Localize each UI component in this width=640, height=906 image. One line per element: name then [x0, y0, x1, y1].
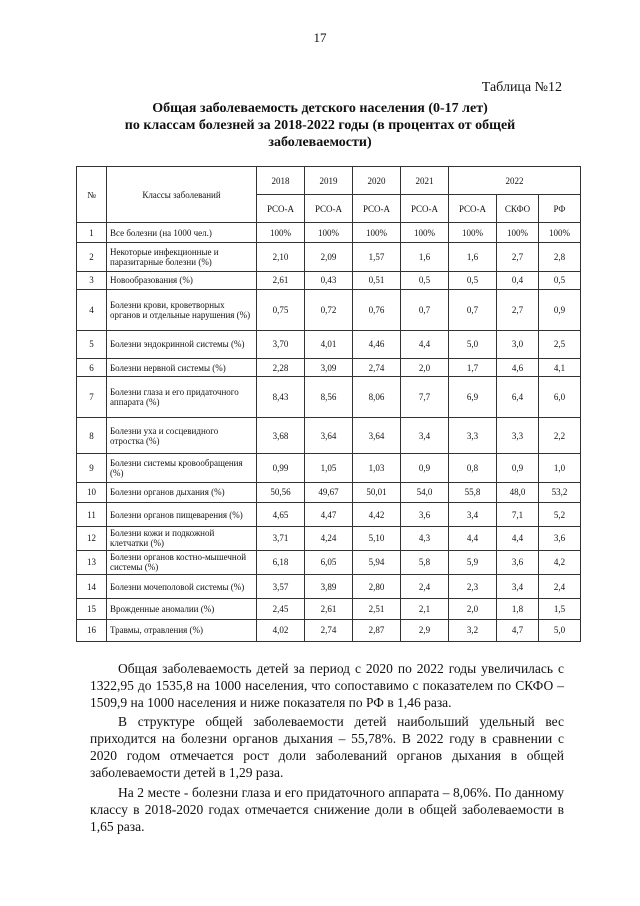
- value-cell: 49,67: [305, 482, 353, 502]
- disease-class: Болезни уха и сосцевидного отростка (%): [107, 417, 257, 454]
- value-cell: 0,5: [449, 271, 497, 289]
- value-cell: 0,7: [401, 289, 449, 330]
- value-cell: 4,6: [497, 358, 539, 376]
- value-cell: 4,4: [497, 527, 539, 550]
- row-number: 11: [77, 502, 107, 526]
- table-title: [90, 100, 550, 151]
- value-cell: 100%: [497, 223, 539, 243]
- disease-class: Болезни нервной системы (%): [107, 358, 257, 376]
- value-cell: 4,4: [449, 527, 497, 550]
- disease-class: Болезни органов пищеварения (%): [107, 502, 257, 526]
- row-number: 1: [77, 223, 107, 243]
- value-cell: 4,3: [401, 527, 449, 550]
- value-cell: 2,87: [353, 619, 401, 641]
- value-cell: 5,0: [449, 330, 497, 358]
- header-region: РСО-А: [353, 195, 401, 223]
- disease-class: Болезни органов дыхания (%): [107, 482, 257, 502]
- value-cell: 0,4: [497, 271, 539, 289]
- table-row: [77, 330, 581, 358]
- value-cell: 2,80: [353, 574, 401, 598]
- value-cell: 0,8: [449, 454, 497, 482]
- header-region: СКФО: [497, 195, 539, 223]
- value-cell: 3,68: [257, 417, 305, 454]
- value-cell: 2,5: [539, 330, 581, 358]
- value-cell: 0,7: [449, 289, 497, 330]
- header-region: РФ: [539, 195, 581, 223]
- value-cell: 4,42: [353, 502, 401, 526]
- header-no: №: [77, 167, 107, 223]
- value-cell: 4,47: [305, 502, 353, 526]
- value-cell: 4,46: [353, 330, 401, 358]
- header-region: РСО-А: [305, 195, 353, 223]
- table-row: [77, 417, 581, 454]
- value-cell: 3,09: [305, 358, 353, 376]
- value-cell: 2,61: [257, 271, 305, 289]
- value-cell: 100%: [539, 223, 581, 243]
- table-row: [77, 223, 581, 243]
- row-number: 9: [77, 454, 107, 482]
- value-cell: 1,0: [539, 454, 581, 482]
- value-cell: 5,8: [401, 550, 449, 574]
- header-year: 2022: [449, 167, 581, 195]
- table-row: [77, 482, 581, 502]
- disease-class: Все болезни (на 1000 чел.): [107, 223, 257, 243]
- table-row: [77, 527, 581, 550]
- morbidity-table: [76, 166, 581, 642]
- value-cell: 2,8: [539, 243, 581, 271]
- value-cell: 48,0: [497, 482, 539, 502]
- disease-class: Болезни кожи и подкожной клетчатки (%): [107, 527, 257, 550]
- value-cell: 2,7: [497, 243, 539, 271]
- row-number: 7: [77, 377, 107, 418]
- value-cell: 8,56: [305, 377, 353, 418]
- value-cell: 0,9: [401, 454, 449, 482]
- header-region: РСО-А: [449, 195, 497, 223]
- value-cell: 1,7: [449, 358, 497, 376]
- value-cell: 100%: [449, 223, 497, 243]
- table-row: [77, 619, 581, 641]
- header-year: 2020: [353, 167, 401, 195]
- disease-class: Болезни системы кровообращения (%): [107, 454, 257, 482]
- value-cell: 2,45: [257, 599, 305, 619]
- value-cell: 4,1: [539, 358, 581, 376]
- value-cell: 1,5: [539, 599, 581, 619]
- value-cell: 2,7: [497, 289, 539, 330]
- table-row: [77, 243, 581, 271]
- value-cell: 7,7: [401, 377, 449, 418]
- value-cell: 0,72: [305, 289, 353, 330]
- row-number: 3: [77, 271, 107, 289]
- paragraph: На 2 месте - болезни глаза и его придаточного аппарата – 8,06%. По данному классу в 2018-2020 годах отмечается снижение доли в общей заболеваемости в 1,65 раза.: [90, 785, 564, 834]
- paragraph: В структуре общей заболеваемости детей наибольший удельный вес приходится на болезни органов дыхания – 55,78%. В 2022 году в сравнении с 2020 годом отмечается рост доли заболеваний органов дыхания в общей заболеваемости детей в 1,29 раза.: [90, 714, 564, 780]
- value-cell: 1,6: [449, 243, 497, 271]
- table-body: [77, 223, 581, 642]
- value-cell: 50,56: [257, 482, 305, 502]
- title-line: по классам болезней за 2018-2022 годы (в процентах от общей: [124, 118, 516, 133]
- value-cell: 3,4: [497, 574, 539, 598]
- value-cell: 6,05: [305, 550, 353, 574]
- value-cell: 3,64: [305, 417, 353, 454]
- header-region: РСО-А: [257, 195, 305, 223]
- value-cell: 4,65: [257, 502, 305, 526]
- value-cell: 0,5: [401, 271, 449, 289]
- value-cell: 4,2: [539, 550, 581, 574]
- value-cell: 0,43: [305, 271, 353, 289]
- value-cell: 5,94: [353, 550, 401, 574]
- value-cell: 3,4: [449, 502, 497, 526]
- value-cell: 6,4: [497, 377, 539, 418]
- value-cell: 4,7: [497, 619, 539, 641]
- title-line: заболеваемости): [268, 135, 372, 150]
- row-number: 10: [77, 482, 107, 502]
- table-row: [77, 377, 581, 418]
- row-number: 14: [77, 574, 107, 598]
- value-cell: 0,75: [257, 289, 305, 330]
- header-year: 2018: [257, 167, 305, 195]
- value-cell: 1,6: [401, 243, 449, 271]
- value-cell: 2,09: [305, 243, 353, 271]
- value-cell: 5,0: [539, 619, 581, 641]
- page-number: 17: [313, 30, 327, 45]
- disease-class: Травмы, отравления (%): [107, 619, 257, 641]
- value-cell: 6,9: [449, 377, 497, 418]
- value-cell: 2,4: [401, 574, 449, 598]
- value-cell: 2,9: [401, 619, 449, 641]
- value-cell: 8,06: [353, 377, 401, 418]
- value-cell: 0,5: [539, 271, 581, 289]
- table-row: [77, 574, 581, 598]
- header-class: Классы заболеваний: [107, 167, 257, 223]
- row-number: 4: [77, 289, 107, 330]
- value-cell: 3,6: [497, 550, 539, 574]
- value-cell: 2,0: [449, 599, 497, 619]
- value-cell: 2,74: [305, 619, 353, 641]
- value-cell: 1,8: [497, 599, 539, 619]
- value-cell: 3,6: [539, 527, 581, 550]
- value-cell: 3,71: [257, 527, 305, 550]
- value-cell: 4,4: [401, 330, 449, 358]
- value-cell: 8,43: [257, 377, 305, 418]
- value-cell: 3,3: [497, 417, 539, 454]
- disease-class: Болезни глаза и его придаточного аппарата (%): [107, 377, 257, 418]
- value-cell: 100%: [401, 223, 449, 243]
- row-number: 12: [77, 527, 107, 550]
- table-row: [77, 289, 581, 330]
- value-cell: 7,1: [497, 502, 539, 526]
- value-cell: 3,6: [401, 502, 449, 526]
- value-cell: 0,9: [539, 289, 581, 330]
- header-year: 2021: [401, 167, 449, 195]
- disease-class: Болезни органов костно-мышечной системы (%): [107, 550, 257, 574]
- row-number: 2: [77, 243, 107, 271]
- row-number: 15: [77, 599, 107, 619]
- value-cell: 3,0: [497, 330, 539, 358]
- value-cell: 2,3: [449, 574, 497, 598]
- value-cell: 1,03: [353, 454, 401, 482]
- value-cell: 2,4: [539, 574, 581, 598]
- value-cell: 3,64: [353, 417, 401, 454]
- value-cell: 5,9: [449, 550, 497, 574]
- value-cell: 6,18: [257, 550, 305, 574]
- value-cell: 4,24: [305, 527, 353, 550]
- value-cell: 3,89: [305, 574, 353, 598]
- value-cell: 0,76: [353, 289, 401, 330]
- value-cell: 2,28: [257, 358, 305, 376]
- table-row: [77, 271, 581, 289]
- row-number: 8: [77, 417, 107, 454]
- value-cell: 0,99: [257, 454, 305, 482]
- value-cell: 2,2: [539, 417, 581, 454]
- value-cell: 6,0: [539, 377, 581, 418]
- value-cell: 2,1: [401, 599, 449, 619]
- value-cell: 50,01: [353, 482, 401, 502]
- row-number: 5: [77, 330, 107, 358]
- value-cell: 0,51: [353, 271, 401, 289]
- table-label: Таблица №12: [481, 80, 562, 95]
- value-cell: 2,10: [257, 243, 305, 271]
- row-number: 16: [77, 619, 107, 641]
- disease-class: Болезни крови, кроветворных органов и отдельные нарушения (%): [107, 289, 257, 330]
- value-cell: 3,70: [257, 330, 305, 358]
- header-region: РСО-А: [401, 195, 449, 223]
- table-row: [77, 599, 581, 619]
- value-cell: 2,0: [401, 358, 449, 376]
- value-cell: 2,61: [305, 599, 353, 619]
- paragraph: Общая заболеваемость детей за период с 2020 по 2022 годы увеличилась с 1322,95 до 1535,8 на 1000 населения, что сопоставимо с показателем по СКФО – 1509,9 на 1000 населения и ниже показателя по РФ в 1,46 раза.: [90, 661, 564, 710]
- row-number: 13: [77, 550, 107, 574]
- table-row: [77, 358, 581, 376]
- value-cell: 2,74: [353, 358, 401, 376]
- value-cell: 5,10: [353, 527, 401, 550]
- value-cell: 54,0: [401, 482, 449, 502]
- value-cell: 3,2: [449, 619, 497, 641]
- value-cell: 100%: [257, 223, 305, 243]
- disease-class: Новообразования (%): [107, 271, 257, 289]
- disease-class: Болезни мочеполовой системы (%): [107, 574, 257, 598]
- value-cell: 3,57: [257, 574, 305, 598]
- table-row: [77, 454, 581, 482]
- table-row: [77, 550, 581, 574]
- value-cell: 5,2: [539, 502, 581, 526]
- value-cell: 0,9: [497, 454, 539, 482]
- value-cell: 3,4: [401, 417, 449, 454]
- disease-class: Болезни эндокринной системы (%): [107, 330, 257, 358]
- value-cell: 1,05: [305, 454, 353, 482]
- disease-class: Некоторые инфекционные и паразитарные болезни (%): [107, 243, 257, 271]
- value-cell: 2,51: [353, 599, 401, 619]
- value-cell: 4,02: [257, 619, 305, 641]
- value-cell: 1,57: [353, 243, 401, 271]
- value-cell: 3,3: [449, 417, 497, 454]
- row-number: 6: [77, 358, 107, 376]
- value-cell: 100%: [305, 223, 353, 243]
- disease-class: Врожденные аномалии (%): [107, 599, 257, 619]
- title-line: Общая заболеваемость детского населения (0-17 лет): [152, 101, 488, 116]
- value-cell: 4,01: [305, 330, 353, 358]
- header-year: 2019: [305, 167, 353, 195]
- value-cell: 53,2: [539, 482, 581, 502]
- table-row: [77, 502, 581, 526]
- value-cell: 55,8: [449, 482, 497, 502]
- value-cell: 100%: [353, 223, 401, 243]
